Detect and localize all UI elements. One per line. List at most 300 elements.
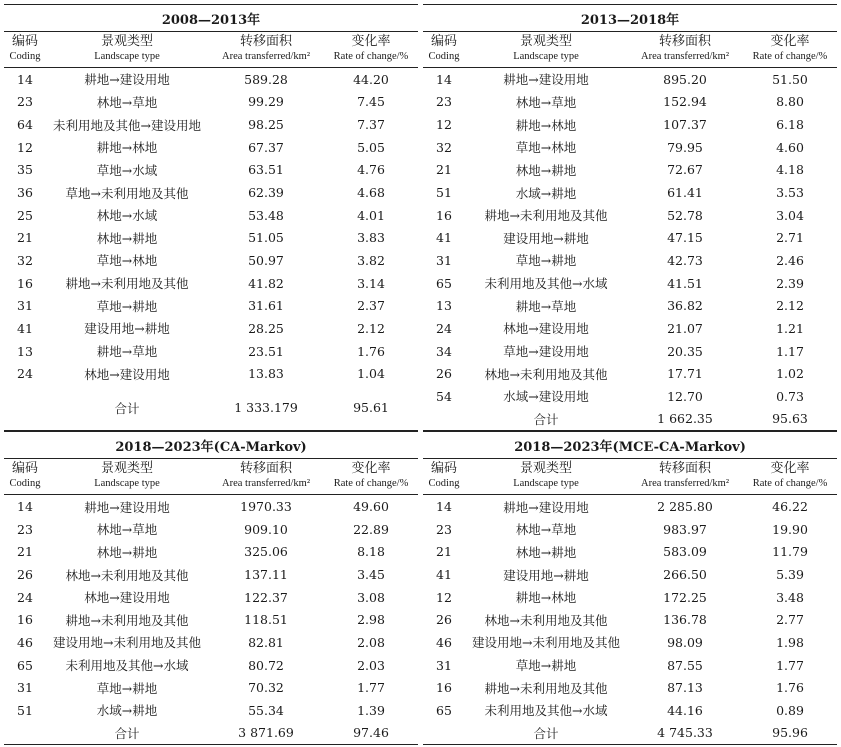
table-row: [423, 204, 837, 227]
table-row: [4, 204, 418, 227]
rate-of-change-header-zh: 变化率: [770, 34, 810, 49]
rate-cell: 3.53: [776, 185, 804, 201]
landscape-type-cell: 耕地→林地: [515, 117, 577, 133]
table-row: [423, 91, 837, 114]
landscape-type-header: [465, 459, 627, 495]
rate-cell: 2.39: [776, 275, 804, 291]
coding-header-en: Coding: [9, 478, 41, 490]
coding-cell: 23: [436, 521, 452, 537]
total-row: [4, 385, 418, 431]
coding-cell: 31: [436, 252, 452, 268]
transition-table: [4, 4, 418, 431]
table-row: [423, 631, 837, 654]
landscape-type-cell: 耕地→未利用地及其他: [65, 276, 189, 292]
landscape-type-cell: 草地→未利用地及其他: [65, 185, 189, 201]
table-row: [423, 272, 837, 295]
table-row: [423, 113, 837, 136]
area-cell: 87.13: [667, 680, 703, 696]
total-coding-cell: [423, 722, 465, 745]
coding-header-en: Coding: [9, 51, 41, 62]
landscape-type-cell: 水域→耕地: [96, 703, 158, 719]
area-cell: 72.67: [667, 162, 703, 178]
rate-of-change-header: [743, 32, 837, 68]
table-row: [4, 654, 418, 677]
area-cell: 63.51: [248, 162, 284, 178]
coding-cell: 41: [17, 320, 33, 336]
landscape-type-cell: 草地→建设用地: [503, 344, 589, 359]
area-cell: 266.50: [663, 567, 707, 582]
landscape-type-header-zh: 景观类型: [519, 34, 572, 49]
table-row: [4, 68, 418, 91]
landscape-type-cell: 林地→草地: [96, 522, 158, 538]
landscape-type-cell: 未利用地及其他→水域: [484, 703, 608, 719]
coding-cell: 31: [17, 298, 33, 314]
coding-header-en: Coding: [428, 51, 460, 62]
rate-cell: 3.83: [357, 230, 385, 246]
landscape-type-header-zh: 景观类型: [100, 34, 153, 49]
table-row: [423, 317, 837, 340]
column-header-row: [4, 459, 418, 495]
table-row: [4, 113, 418, 136]
landscape-type-cell: 耕地→林地: [96, 140, 158, 156]
transition-table: [423, 431, 837, 745]
coding-cell: 13: [17, 343, 33, 359]
area-cell: 583.09: [663, 544, 707, 560]
rate-cell: 44.20: [353, 71, 389, 87]
total-row: [423, 722, 837, 745]
landscape-type-cell: 草地→水域: [96, 162, 158, 178]
coding-cell: 12: [17, 139, 33, 155]
coding-cell: 26: [436, 366, 452, 382]
rate-cell: 1.76: [776, 680, 804, 696]
coding-cell: 65: [17, 657, 33, 673]
total-rate: 95.96: [743, 722, 837, 745]
rate-cell: 2.46: [776, 252, 804, 268]
coding-cell: 51: [436, 185, 452, 201]
rate-of-change-header-zh: 变化率: [351, 34, 391, 49]
coding-cell: 21: [436, 162, 452, 178]
coding-cell: 24: [17, 589, 33, 605]
total-rate: 97.46: [324, 722, 418, 745]
rate-cell: 5.05: [357, 139, 385, 155]
landscape-type-cell: 未利用地及其他→建设用地: [53, 117, 201, 133]
rate-cell: 4.18: [776, 162, 804, 178]
area-transferred-header-en: Area transferred/km²: [222, 478, 310, 490]
area-cell: 2 285.80: [657, 499, 713, 515]
rate-cell: 22.89: [353, 521, 389, 537]
column-header-row: [423, 459, 837, 495]
area-cell: 67.37: [248, 139, 284, 155]
landscape-type-cell: 耕地→建设用地: [84, 499, 170, 515]
table-row: [4, 317, 418, 340]
table-row: [423, 340, 837, 363]
landscape-type-cell: 林地→草地: [96, 94, 158, 110]
period-title-row: [423, 5, 837, 32]
total-area: 1 333.179: [208, 385, 324, 431]
area-cell: 136.78: [663, 612, 707, 628]
coding-header-zh: 编码: [430, 461, 457, 477]
landscape-type-cell: 耕地→草地: [515, 298, 577, 314]
panel-2018-2023-mce-ca-markov: [423, 431, 837, 745]
area-cell: 1970.33: [240, 499, 292, 515]
rate-cell: 5.39: [776, 567, 804, 582]
rate-cell: 19.90: [772, 521, 808, 537]
rate-cell: 7.37: [357, 117, 385, 133]
coding-cell: 32: [436, 139, 452, 155]
total-coding-cell: [423, 408, 465, 431]
panel-2008-2013: [4, 4, 418, 431]
landscape-type-cell: 林地→未利用地及其他: [484, 612, 608, 628]
area-transferred-header-zh: 转移面积: [658, 34, 711, 49]
period-title: 2013—2018年: [423, 5, 837, 32]
rate-cell: 4.76: [357, 162, 385, 178]
table-row: [4, 631, 418, 654]
area-transferred-header-zh: 转移面积: [658, 461, 711, 477]
coding-cell: 14: [436, 499, 452, 515]
rate-cell: 2.12: [776, 298, 804, 314]
coding-header: [4, 32, 46, 68]
landscape-type-cell: 草地→耕地: [515, 658, 577, 674]
rate-cell: 46.22: [772, 499, 808, 515]
area-cell: 44.16: [667, 702, 703, 718]
period-title: 2018—2023年(CA-Markov): [4, 432, 418, 459]
rate-cell: 3.08: [357, 589, 385, 605]
area-cell: 47.15: [667, 230, 703, 246]
area-cell: 13.83: [248, 366, 284, 382]
table-row: [4, 272, 418, 295]
table-row: [4, 608, 418, 631]
total-area: 4 745.33: [627, 722, 743, 745]
landscape-type-header: [465, 32, 627, 68]
landscape-type-cell: 草地→耕地: [96, 680, 158, 696]
landscape-type-cell: 耕地→未利用地及其他: [484, 680, 608, 696]
landscape-type-cell: 林地→草地: [515, 522, 577, 538]
rate-cell: 8.18: [357, 544, 385, 560]
coding-cell: 21: [17, 544, 33, 560]
rate-of-change-header-en: Rate of change/%: [752, 51, 828, 62]
coding-cell: 13: [436, 298, 452, 314]
area-cell: 21.07: [667, 320, 703, 336]
rate-cell: 2.98: [357, 612, 385, 628]
area-cell: 23.51: [248, 343, 284, 359]
area-cell: 36.82: [667, 298, 703, 314]
coding-cell: 16: [436, 207, 452, 223]
area-cell: 98.25: [248, 117, 284, 133]
table-row: [423, 159, 837, 182]
area-cell: 42.73: [667, 252, 703, 268]
total-row: [423, 408, 837, 431]
area-transferred-header-en: Area transferred/km²: [222, 51, 310, 62]
table-row: [4, 249, 418, 272]
rate-cell: 1.17: [776, 343, 804, 359]
area-cell: 589.28: [244, 71, 288, 87]
area-cell: 172.25: [663, 589, 707, 605]
column-header-row: [423, 32, 837, 68]
coding-cell: 24: [17, 366, 33, 382]
table-row: [4, 136, 418, 159]
table-row: [423, 541, 837, 564]
table-row: [423, 136, 837, 159]
table-row: [423, 362, 837, 385]
coding-cell: 14: [17, 71, 33, 87]
table-row: [423, 294, 837, 317]
table-row: [4, 563, 418, 586]
upper-tables: [4, 4, 837, 431]
table-row: [4, 226, 418, 249]
coding-cell: 46: [436, 634, 452, 650]
coding-cell: 41: [436, 230, 452, 246]
landscape-type-cell: 林地→建设用地: [84, 366, 170, 382]
landscape-type-cell: 耕地→建设用地: [84, 72, 170, 88]
area-transferred-header: [208, 459, 324, 495]
rate-cell: 0.89: [776, 702, 804, 718]
area-cell: 79.95: [667, 139, 703, 155]
area-cell: 118.51: [244, 612, 288, 628]
landscape-type-cell: 草地→林地: [515, 140, 577, 156]
coding-header: [423, 32, 465, 68]
rate-cell: 4.01: [357, 207, 385, 223]
table-row: [4, 699, 418, 722]
rate-cell: 8.80: [776, 94, 804, 110]
rate-cell: 1.98: [776, 634, 804, 650]
landscape-type-cell: 耕地→未利用地及其他: [484, 208, 608, 224]
area-cell: 122.37: [244, 589, 288, 605]
area-cell: 62.39: [248, 185, 284, 201]
area-transferred-header: [208, 32, 324, 68]
coding-cell: 16: [17, 275, 33, 291]
rate-cell: 49.60: [353, 499, 389, 515]
coding-cell: 23: [436, 94, 452, 110]
rate-cell: 3.45: [357, 567, 385, 582]
coding-cell: 21: [436, 544, 452, 560]
total-coding-cell: [4, 385, 46, 431]
rate-cell: 4.60: [776, 139, 804, 155]
coding-cell: 25: [17, 207, 33, 223]
total-row: [4, 722, 418, 745]
area-transferred-header-zh: 转移面积: [239, 461, 292, 477]
landscape-type-header-zh: 景观类型: [100, 461, 153, 477]
rate-cell: 0.73: [776, 388, 804, 404]
table-row: [423, 495, 837, 518]
rate-cell: 51.50: [772, 71, 808, 87]
rate-cell: 2.71: [776, 230, 804, 246]
table-row: [4, 159, 418, 182]
table-row: [423, 226, 837, 249]
landscape-type-cell: 耕地→林地: [515, 590, 577, 606]
rate-cell: 3.48: [776, 589, 804, 605]
landscape-type-cell: 林地→耕地: [515, 162, 577, 178]
coding-cell: 65: [436, 275, 452, 291]
table-row: [423, 654, 837, 677]
table-row: [423, 518, 837, 541]
area-transferred-header-zh: 转移面积: [239, 34, 292, 49]
landscape-type-cell: 水域→建设用地: [503, 389, 589, 405]
coding-cell: 21: [17, 230, 33, 246]
rate-cell: 1.39: [357, 702, 385, 718]
landscape-type-cell: 建设用地→未利用地及其他: [53, 635, 201, 651]
table-row: [423, 586, 837, 609]
transition-table: [423, 4, 837, 431]
rate-cell: 1.02: [776, 366, 804, 382]
area-cell: 152.94: [663, 94, 707, 110]
coding-cell: 41: [436, 567, 452, 582]
landscape-type-cell: 草地→耕地: [515, 253, 577, 269]
period-title-row: [423, 432, 837, 459]
coding-cell: 65: [436, 702, 452, 718]
landscape-type-cell: 建设用地→耕地: [503, 567, 589, 583]
landscape-type-header: [46, 32, 208, 68]
area-transferred-header-en: Area transferred/km²: [641, 51, 729, 62]
landscape-type-cell: 建设用地→耕地: [84, 321, 170, 337]
landscape-type-header-en: Landscape type: [94, 51, 160, 62]
area-cell: 99.29: [248, 94, 284, 110]
coding-cell: 46: [17, 634, 33, 650]
rate-cell: 2.37: [357, 298, 385, 314]
total-area: 1 662.35: [627, 408, 743, 431]
coding-cell: 35: [17, 162, 33, 178]
coding-header: [4, 459, 46, 495]
rate-of-change-header-en: Rate of change/%: [333, 478, 409, 490]
coding-cell: 12: [436, 117, 452, 133]
landscape-type-cell: 林地→水域: [96, 208, 158, 224]
coding-cell: 31: [436, 657, 452, 673]
table-row: [4, 340, 418, 363]
table-row: [4, 676, 418, 699]
coding-cell: 23: [17, 94, 33, 110]
rate-cell: 3.82: [357, 252, 385, 268]
area-cell: 41.51: [667, 275, 703, 291]
landscape-type-cell: 林地→耕地: [96, 230, 158, 246]
area-cell: 80.72: [248, 657, 284, 673]
total-rate: 95.61: [324, 385, 418, 431]
rate-of-change-header-en: Rate of change/%: [752, 478, 828, 490]
area-cell: 55.34: [248, 702, 284, 718]
landscape-type-cell: 林地→建设用地: [503, 321, 589, 337]
area-cell: 82.81: [248, 634, 284, 650]
transition-tables: [4, 4, 837, 745]
rate-cell: 1.04: [357, 366, 385, 382]
coding-cell: 16: [436, 680, 452, 696]
landscape-type-cell: 林地→未利用地及其他: [65, 567, 189, 583]
landscape-type-header-en: Landscape type: [94, 478, 160, 490]
period-title-row: [4, 432, 418, 459]
area-transferred-header-en: Area transferred/km²: [641, 478, 729, 490]
rate-cell: 6.18: [776, 117, 804, 133]
coding-cell: 24: [436, 320, 452, 336]
table-row: [4, 495, 418, 518]
rate-of-change-header-en: Rate of change/%: [333, 51, 409, 62]
panel-2013-2018: [423, 4, 837, 431]
rate-cell: 4.68: [357, 185, 385, 201]
area-cell: 98.09: [667, 634, 703, 650]
area-cell: 895.20: [663, 71, 707, 87]
rate-cell: 1.76: [357, 343, 385, 359]
table-row: [423, 563, 837, 586]
total-area: 3 871.69: [208, 722, 324, 745]
area-transferred-header: [627, 459, 743, 495]
area-cell: 87.55: [667, 657, 703, 673]
area-cell: 20.35: [667, 343, 703, 359]
area-cell: 51.05: [248, 230, 284, 246]
landscape-type-cell: 未利用地及其他→水域: [65, 658, 189, 674]
coding-cell: 54: [436, 388, 452, 404]
area-cell: 983.97: [663, 521, 707, 537]
rate-cell: 2.12: [357, 320, 385, 336]
landscape-type-header: [46, 459, 208, 495]
table-row: [423, 68, 837, 91]
coding-cell: 14: [17, 499, 33, 515]
coding-cell: 32: [17, 252, 33, 268]
table-row: [4, 181, 418, 204]
area-cell: 52.78: [667, 207, 703, 223]
rate-of-change-header-zh: 变化率: [351, 461, 391, 477]
coding-cell: 14: [436, 71, 452, 87]
total-label: 合计: [465, 408, 627, 431]
landscape-type-cell: 林地→建设用地: [84, 590, 170, 606]
rate-cell: 2.03: [357, 657, 385, 673]
area-transferred-header: [627, 32, 743, 68]
total-label: 合计: [46, 722, 208, 745]
area-cell: 41.82: [248, 275, 284, 291]
table-row: [423, 249, 837, 272]
area-cell: 325.06: [244, 544, 288, 560]
area-cell: 107.37: [663, 117, 707, 133]
table-row: [4, 294, 418, 317]
total-coding-cell: [4, 722, 46, 745]
coding-cell: 51: [17, 702, 33, 718]
landscape-type-header-en: Landscape type: [513, 51, 579, 62]
landscape-type-cell: 耕地→建设用地: [503, 499, 589, 515]
landscape-type-cell: 草地→耕地: [96, 298, 158, 314]
area-cell: 28.25: [248, 320, 284, 336]
landscape-type-cell: 草地→林地: [96, 253, 158, 269]
landscape-type-cell: 林地→耕地: [96, 544, 158, 560]
table-row: [423, 385, 837, 408]
coding-cell: 34: [436, 343, 452, 359]
coding-cell: 12: [436, 589, 452, 605]
coding-header-zh: 编码: [430, 34, 457, 49]
coding-header-zh: 编码: [11, 34, 38, 49]
area-cell: 12.70: [667, 388, 703, 404]
area-cell: 50.97: [248, 252, 284, 268]
area-cell: 909.10: [244, 521, 288, 537]
total-rate: 95.63: [743, 408, 837, 431]
landscape-type-cell: 建设用地→未利用地及其他: [472, 635, 620, 651]
column-header-row: [4, 32, 418, 68]
period-title: 2018—2023年(MCE-CA-Markov): [423, 432, 837, 459]
table-row: [4, 91, 418, 114]
area-cell: 53.48: [248, 207, 284, 223]
landscape-type-cell: 林地→未利用地及其他: [484, 366, 608, 382]
rate-cell: 3.04: [776, 207, 804, 223]
coding-header-en: Coding: [428, 478, 460, 490]
rate-of-change-header: [324, 32, 418, 68]
coding-cell: 36: [17, 185, 33, 201]
rate-of-change-header: [324, 459, 418, 495]
area-cell: 61.41: [667, 185, 703, 201]
landscape-type-header-zh: 景观类型: [519, 461, 572, 477]
landscape-type-cell: 未利用地及其他→水域: [484, 276, 608, 292]
rate-cell: 3.14: [357, 275, 385, 291]
coding-cell: 26: [436, 612, 452, 628]
table-row: [4, 541, 418, 564]
coding-cell: 64: [17, 117, 33, 133]
lower-tables: [4, 431, 837, 745]
rate-cell: 2.77: [776, 612, 804, 628]
area-cell: 70.32: [248, 680, 284, 696]
table-row: [423, 699, 837, 722]
coding-cell: 16: [17, 612, 33, 628]
